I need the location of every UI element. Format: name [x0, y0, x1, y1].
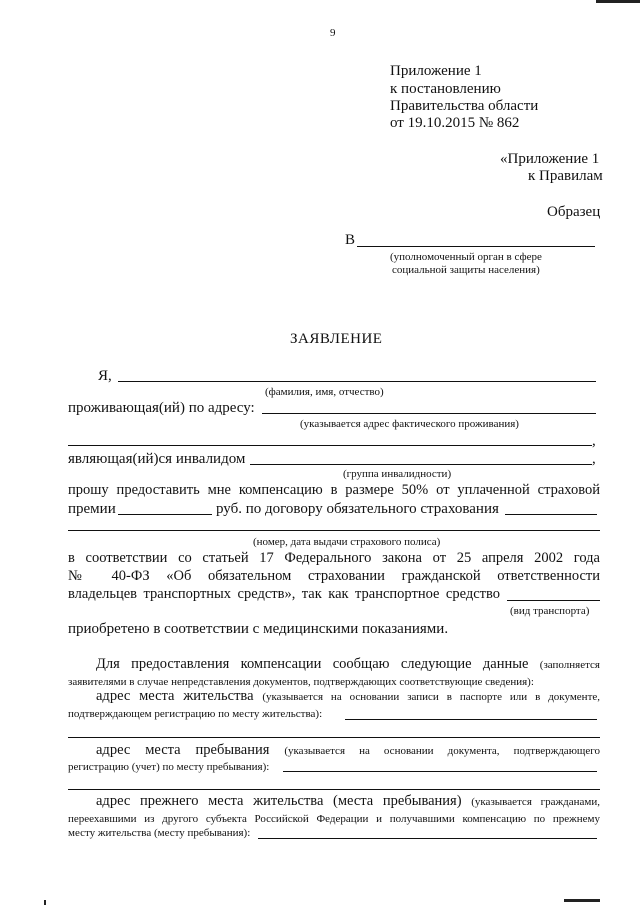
premium-amount-field[interactable]: [118, 514, 212, 515]
scan-edge-mark-top: [596, 0, 640, 3]
page-number: 9: [330, 27, 336, 39]
recipient-prefix: В: [345, 232, 356, 248]
residing-address-field-2[interactable]: [68, 445, 592, 446]
insurance-contract-field[interactable]: [505, 514, 597, 515]
residing-address-field[interactable]: [262, 413, 596, 414]
residence-note-a: (указывается на основании записи в паспорте или в документе,: [262, 691, 601, 703]
residing-label: проживающая(ий) по адресу:: [68, 400, 255, 416]
rules-appendix-line-2: к Правилам: [528, 168, 603, 184]
rub-text: руб. по договору обязательного страхования: [216, 501, 499, 517]
i-label: Я,: [98, 368, 112, 384]
appendix-line-4: от 19.10.2015 № 862: [390, 115, 520, 131]
document-title: ЗАЯВЛЕНИЕ: [290, 331, 383, 347]
scan-edge-mark-left: [44, 900, 46, 905]
recipient-hint-1: (уполномоченный орган в сфере: [390, 251, 542, 263]
request-line-b: № 40-ФЗ «Об обязательном страховании гражданской ответственности: [68, 568, 600, 584]
data-intro-note-a: (заполняется: [539, 659, 600, 671]
disability-group-field[interactable]: [250, 464, 592, 465]
vehicle-type-field[interactable]: [507, 600, 600, 601]
stay-address-field-2[interactable]: [68, 789, 600, 790]
policy-field[interactable]: [68, 530, 600, 531]
request-line-1: прошу предоставить мне компенсацию в размере 50% от уплаченной страховой: [68, 482, 600, 498]
residence-address-field[interactable]: [345, 719, 597, 720]
full-name-field[interactable]: [118, 381, 596, 382]
former-note-c: месту жительства (месту пребывания):: [68, 827, 251, 839]
comma-2: ,: [592, 451, 596, 467]
stay-note-b: регистрацию (учет) по месту пребывания):: [68, 761, 270, 773]
rules-appendix-line-1: «Приложение 1: [500, 151, 600, 167]
request-line-a: в соответствии со статьей 17 Федерального закона от 25 апреля 2002 года: [68, 550, 600, 566]
appendix-line-2: к постановлению: [390, 81, 501, 97]
disability-group-hint: (группа инвалидности): [343, 468, 452, 480]
vehicle-type-hint: (вид транспорта): [510, 605, 590, 617]
former-line: [96, 793, 600, 811]
residence-note-b: подтверждающем регистрацию по месту жительства):: [68, 708, 323, 720]
request-line-d: приобретено в соответствии с медицинскими показаниями.: [68, 621, 449, 637]
stay-note-a: (указывается на основании документа, подтверждающего: [284, 745, 600, 757]
data-intro: [96, 656, 600, 674]
former-note-a: (указывается гражданами,: [471, 796, 600, 808]
former-main: адрес прежнего места жительства (места пребывания): [96, 793, 462, 809]
residing-address-hint: (указывается адрес фактического проживания): [300, 418, 519, 430]
premium-word: премии: [68, 501, 116, 517]
stay-line: [96, 742, 600, 760]
sample-label: Образец: [547, 204, 601, 220]
stay-main: адрес места пребывания: [96, 742, 270, 758]
recipient-hint-2: социальной защиты населения): [392, 264, 540, 276]
former-address-field[interactable]: [258, 838, 597, 839]
residence-line: [96, 688, 600, 706]
request-line-c: владельцев транспортных средств», так как транспортное средство: [68, 586, 500, 602]
appendix-line-3: Правительства области: [390, 98, 539, 114]
stay-address-field[interactable]: [283, 771, 597, 772]
residence-address-field-2[interactable]: [68, 737, 600, 738]
policy-hint: (номер, дата выдачи страхового полиса): [253, 536, 441, 548]
scan-edge-mark-bottom: [564, 899, 600, 902]
appendix-line-1: Приложение 1: [390, 63, 482, 79]
data-intro-main: Для предоставления компенсации сообщаю следующие данные: [96, 656, 529, 672]
former-note-b: переехавшими из другого субъекта Российской Федерации и получавшими компенсацию по прежнему: [68, 813, 600, 825]
disabled-label: являющая(ий)ся инвалидом: [68, 451, 246, 467]
recipient-field[interactable]: [357, 246, 595, 247]
residence-main: адрес места жительства: [96, 688, 254, 704]
full-name-hint: (фамилия, имя, отчество): [265, 386, 384, 398]
comma-1: ,: [592, 433, 596, 449]
data-intro-note-b: заявителями в случае непредставления документов, подтверждающих соответствующие сведения):: [68, 676, 534, 688]
